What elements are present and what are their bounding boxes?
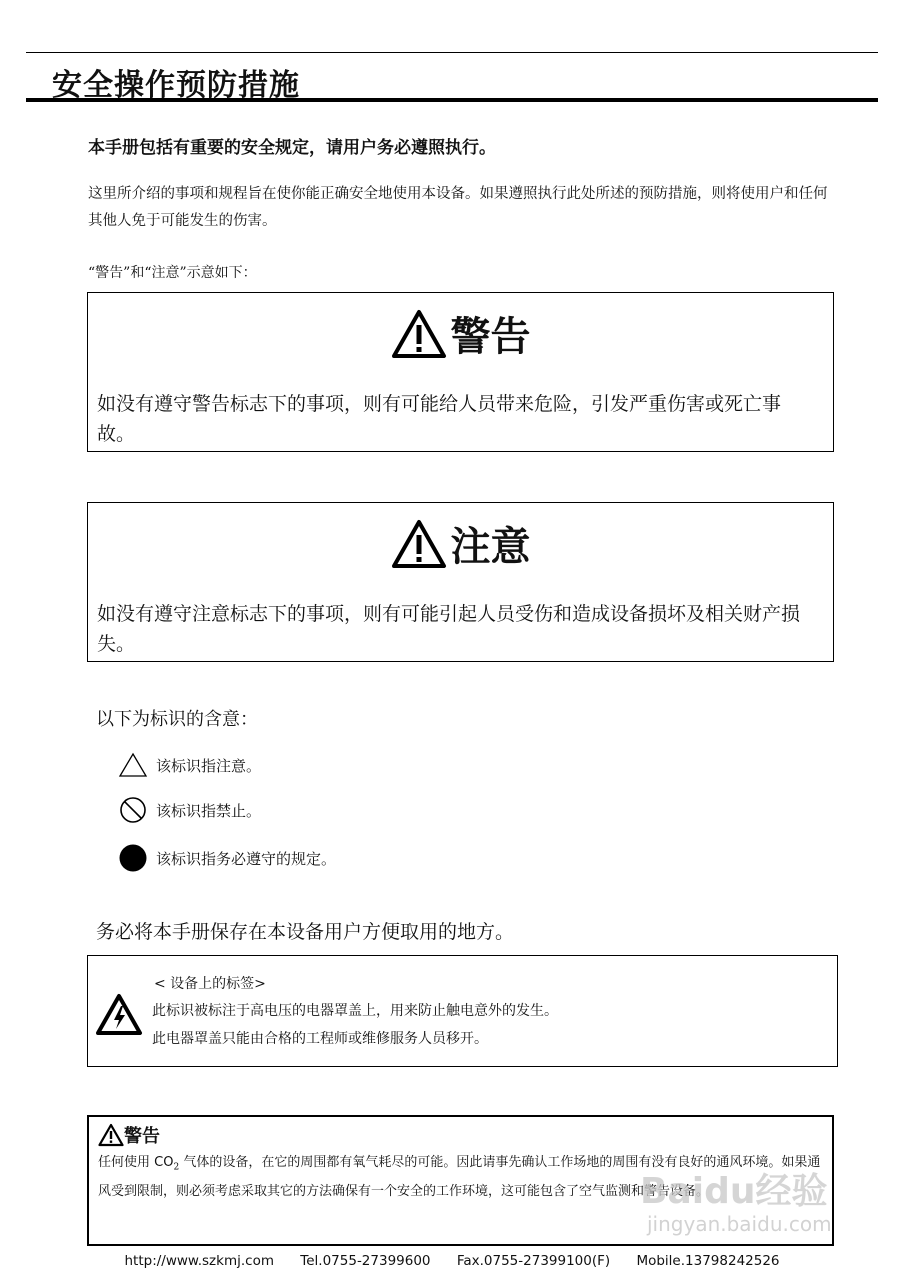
co2-text-start: 任何使用 <box>98 1155 155 1170</box>
caption: “警告”和“注意”示意如下： <box>88 265 257 281</box>
symbol-row-mandatory <box>118 843 336 873</box>
caution-box <box>87 502 834 662</box>
co2-formula-subscript: 2 <box>173 1162 180 1173</box>
footer-website[interactable]: http://www.szkmj.com <box>124 1253 274 1269</box>
caution-box-title: 注意 <box>450 524 531 570</box>
co2-formula: CO <box>154 1155 174 1170</box>
symbol-meanings-heading: 以下为标识的含意： <box>96 709 258 730</box>
device-label-box <box>87 955 838 1067</box>
footer <box>0 1253 904 1269</box>
caution-box-text: 如没有遵守注意标志下的事项，则有可能引起人员受伤和造成设备损坏及相关财产损失。 <box>97 603 801 655</box>
keep-manual-text: 务必将本手册保存在本设备用户方便取用的地方。 <box>96 921 515 943</box>
prohibition-icon <box>118 796 148 824</box>
caution-triangle-icon <box>118 752 148 778</box>
co2-warning-title: 警告 <box>124 1126 160 1147</box>
warning-box <box>87 292 834 452</box>
caution-box-header <box>88 515 833 572</box>
watermark-url: jingyan.baidu.com <box>647 1212 832 1236</box>
high-voltage-icon <box>95 993 143 1037</box>
footer-mobile: Mobile.13798242526 <box>636 1253 780 1269</box>
device-label-line-1: 此标识被标注于高电压的电器罩盖上，用来防止触电意外的发生。 <box>152 1003 558 1019</box>
device-label-heading: < 设备上的标签> <box>154 976 266 992</box>
intro-heading: 本手册包括有重要的安全规定，请用户务必遵照执行。 <box>88 138 496 158</box>
warning-box-text: 如没有遵守警告标志下的事项，则有可能给人员带来危险，引发严重伤害或死亡事故。 <box>97 393 782 445</box>
symbol-caution-text: 该标识指注意。 <box>156 756 262 775</box>
title-rule <box>26 98 878 102</box>
warning-triangle-icon <box>391 308 447 360</box>
intro-paragraph: 这里所介绍的事项和规程旨在使你能正确安全地使用本设备。如果遵照执行此处所述的预防措施，则将使用户和任何其他人免于可能发生的伤害。 <box>88 186 828 229</box>
footer-tel: Tel.0755-27399600 <box>300 1253 431 1269</box>
co2-text-rest: 气体的设备，在它的周围都有氧气耗尽的可能。因此请事先确认工作场地的周围有没有良好的通风环境。如果通风受到限制，则必须考虑采取其它的方法确保有一个安全的工作环境，这可能包含了空气监测和警告设备。 <box>98 1155 821 1199</box>
mandatory-circle-icon <box>118 843 148 873</box>
symbol-prohibit-text: 该标识指禁止。 <box>156 801 262 820</box>
warning-triangle-icon <box>98 1123 124 1147</box>
top-rule <box>26 52 878 53</box>
symbol-row-prohibit <box>118 796 261 824</box>
footer-fax: Fax.0755-27399100(F) <box>456 1253 611 1269</box>
warning-box-header <box>88 305 833 362</box>
caution-triangle-icon <box>391 518 447 570</box>
warning-box-title: 警告 <box>450 314 531 360</box>
symbol-row-caution <box>118 752 261 778</box>
co2-warning-header <box>98 1122 160 1148</box>
symbol-mandatory-text: 该标识指务必遵守的规定。 <box>156 849 337 868</box>
page-title: 安全操作预防措施 <box>52 68 300 103</box>
watermark-logo: Baidu经验 <box>640 1171 828 1212</box>
device-label-line-2: 此电器罩盖只能由合格的工程师或维修服务人员移开。 <box>152 1031 488 1047</box>
